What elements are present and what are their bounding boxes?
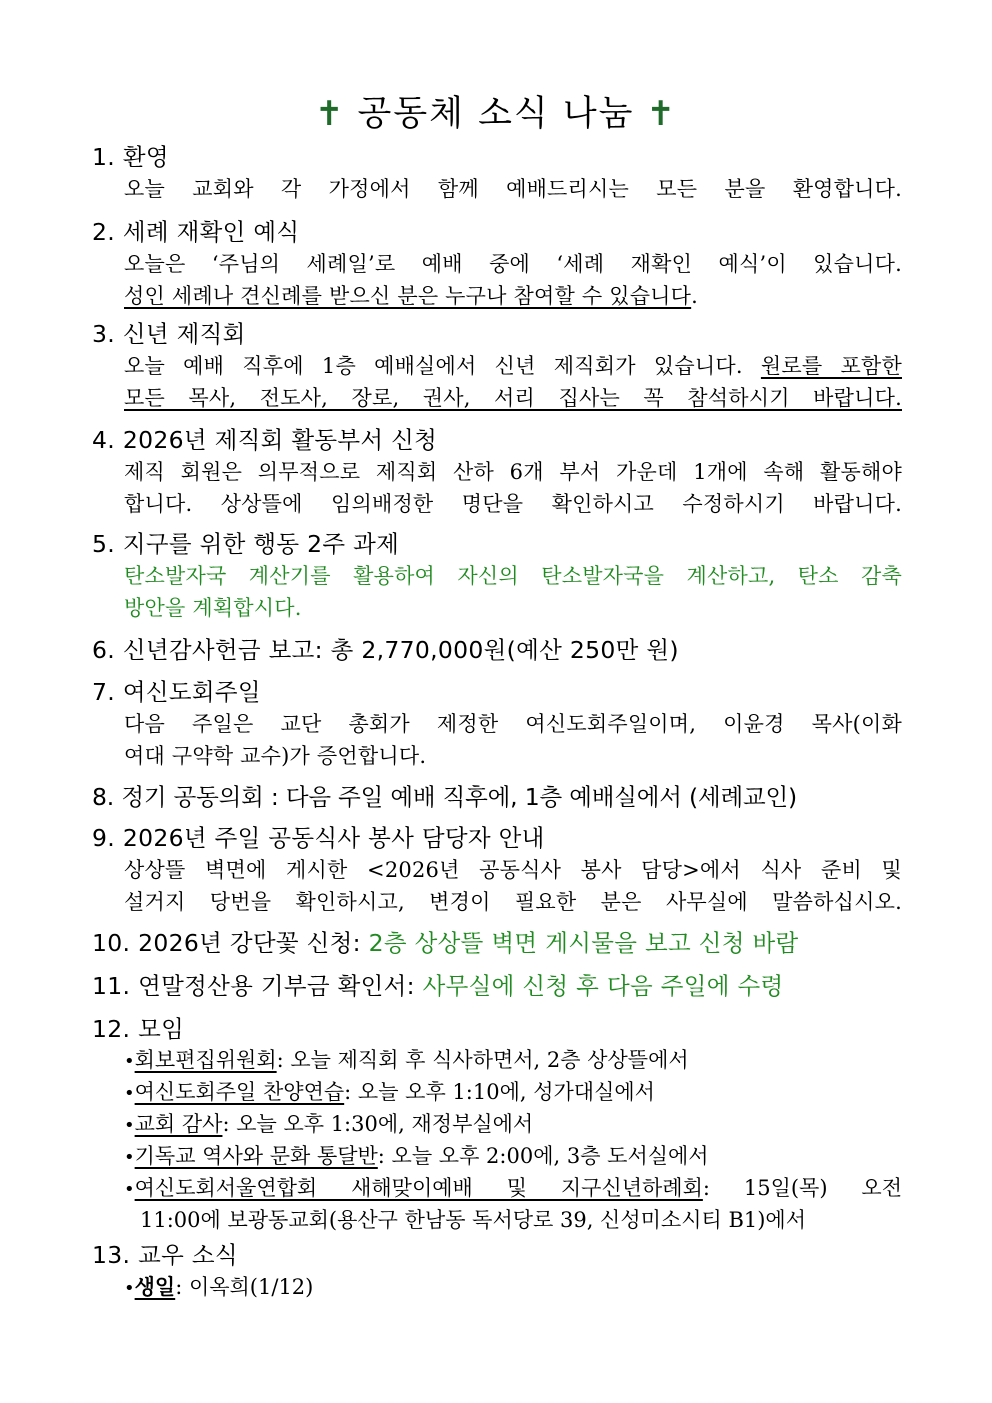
- meeting-detail-continuation: 11:00에 보광동교회(용산구 한남동 독서당로 39, 신성미소시티 B1)에서: [140, 1208, 807, 1232]
- bullet-dot-icon: •: [124, 1278, 135, 1299]
- item-heading: 신년감사헌금 보고: 총 2,770,000원(예산 250만 원): [122, 636, 679, 664]
- bullet-dot-icon: •: [124, 1051, 135, 1072]
- item-number: 8.: [92, 783, 115, 811]
- item-number: 7.: [92, 678, 116, 706]
- item-baptism-reaffirmation: [92, 216, 902, 312]
- meeting-bullet: [124, 1173, 902, 1205]
- meeting-detail: : 오늘 오후 1:10에, 성가대실에서: [344, 1080, 655, 1104]
- meeting-detail: : 오늘 오후 2:00에, 3층 도서실에서: [377, 1144, 709, 1168]
- cross-icon: ✝: [315, 94, 346, 134]
- item-number: 12.: [92, 1015, 131, 1043]
- item-number: 13.: [92, 1241, 131, 1269]
- item-heading: 연말정산용 기부금 확인서:: [138, 972, 415, 1000]
- item-heading: 2026년 강단꽃 신청:: [138, 929, 361, 957]
- item-heading: 신년 제직회: [122, 320, 246, 348]
- item-heading: 지구를 위한 행동 2주 과제: [122, 530, 400, 558]
- bullet-dot-icon: •: [124, 1115, 135, 1136]
- item-text-line: 상상뜰 벽면에 게시한 <2026년 공동식사 봉사 담당>에서 식사 준비 및: [124, 858, 902, 882]
- item-heading: 환영: [122, 143, 169, 171]
- item-welcome: [92, 141, 902, 205]
- item-congregational-meeting: [92, 781, 902, 813]
- item-heading: 여신도회주일: [122, 678, 261, 706]
- item-earth-action: [92, 528, 902, 624]
- item-number: 11.: [92, 972, 131, 1000]
- cross-icon: ✝: [646, 94, 677, 134]
- item-text-line: [124, 350, 902, 382]
- meeting-name: 여신도회주일 찬양연습: [134, 1080, 345, 1104]
- item-new-year-officers-meeting: [92, 318, 902, 414]
- meeting-bullet: [124, 1077, 902, 1109]
- meeting-name: 기독교 역사와 문화 통달반: [134, 1144, 378, 1168]
- item-altar-flowers: [92, 927, 902, 959]
- item-number: 10.: [92, 929, 131, 957]
- item-text-line: 오늘 교회와 각 가정에서 함께 예배드리시는 모든 분을 환영합니다.: [124, 177, 902, 201]
- item-text-line: 여대 구약학 교수)가 증언합니다.: [124, 744, 427, 768]
- plain-text: 오늘 예배 직후에 1층 예배실에서 신년 제직회가 있습니다.: [124, 354, 743, 378]
- item-offering-report: [92, 634, 902, 666]
- news-detail: : 이옥희(1/12): [175, 1275, 314, 1299]
- news-label: 생일: [134, 1274, 176, 1299]
- underlined-text: 원로를 포함한: [760, 354, 902, 378]
- underlined-text: 성인 세례나 견신례를 받으신 분은 누구나 참여할 수 있습니다: [124, 284, 692, 308]
- bullet-dot-icon: •: [124, 1179, 135, 1200]
- item-text-line: 합니다. 상상뜰에 임의배정한 명단을 확인하시고 수정하시기 바랍니다.: [124, 492, 902, 516]
- item-number: 9.: [92, 824, 116, 852]
- meeting-bullet: [124, 1109, 902, 1141]
- item-heading: 2026년 주일 공동식사 봉사 담당자 안내: [122, 824, 545, 852]
- meeting-name: 교회 감사: [134, 1112, 223, 1136]
- news-bullet: [124, 1271, 902, 1304]
- item-womens-sunday: [92, 676, 902, 772]
- item-heading-highlight: 2층 상상뜰 벽면 게시물을 보고 신청 바람: [368, 929, 799, 957]
- page-title: [0, 86, 992, 136]
- item-number: 3.: [92, 320, 116, 348]
- title-text: 공동체 소식 나눔: [357, 94, 635, 134]
- item-member-news: [92, 1239, 902, 1304]
- meeting-detail: : 오늘 제직회 후 식사하면서, 2층 상상뜰에서: [276, 1048, 689, 1072]
- item-text-line: 제직 회원은 의무적으로 제직회 산하 6개 부서 가운데 1개에 속해 활동해야: [124, 460, 902, 484]
- item-heading: 교우 소식: [138, 1241, 238, 1269]
- item-text-line: [124, 382, 902, 414]
- item-text-line: 다음 주일은 교단 총회가 제정한 여신도회주일이며, 이윤경 목사(이화: [124, 712, 902, 736]
- item-number: 5.: [92, 530, 116, 558]
- item-heading: 세례 재확인 예식: [122, 218, 300, 246]
- item-text-line: 설거지 당번을 확인하시고, 변경이 필요한 분은 사무실에 말씀하십시오.: [124, 890, 902, 914]
- bullet-dot-icon: •: [124, 1147, 135, 1168]
- meeting-bullet: [124, 1141, 902, 1173]
- item-text-line: [124, 280, 902, 312]
- meeting-detail: : 오늘 오후 1:30에, 재정부실에서: [222, 1112, 534, 1136]
- item-donation-receipt: [92, 970, 902, 1002]
- item-text-line: 탄소발자국 계산기를 활용하여 자신의 탄소발자국을 계산하고, 탄소 감축: [124, 564, 902, 588]
- bullet-dot-icon: •: [124, 1083, 135, 1104]
- underlined-text: 모든 목사, 전도사, 장로, 권사, 서리 집사는 꼭 참석하시기 바랍니다.: [124, 386, 902, 410]
- item-meetings: [92, 1013, 902, 1236]
- item-number: 6.: [92, 636, 116, 664]
- item-number: 1.: [92, 143, 116, 171]
- meeting-name: 여신도회서울연합회 새해맞이예배 및 지구신년하례회: [134, 1176, 703, 1200]
- item-number: 4.: [92, 426, 116, 454]
- item-text-line: 방안을 계획합시다.: [124, 596, 302, 620]
- punctuation: .: [691, 284, 699, 308]
- item-text-line: 오늘은 ‘주님의 세례일’로 예배 중에 ‘세례 재확인 예식’이 있습니다.: [124, 252, 902, 276]
- item-meal-service: [92, 822, 902, 918]
- meeting-detail: : 15일(목) 오전: [702, 1176, 902, 1200]
- item-department-signup: [92, 424, 902, 520]
- meeting-name: 회보편집위원회: [134, 1048, 277, 1072]
- item-heading: 정기 공동의회 : 다음 주일 예배 직후에, 1층 예배실에서 (세례교인): [121, 783, 797, 811]
- item-heading-highlight: 사무실에 신청 후 다음 주일에 수령: [422, 972, 784, 1000]
- item-number: 2.: [92, 218, 116, 246]
- meeting-bullet: [124, 1045, 902, 1077]
- item-heading: 2026년 제직회 활동부서 신청: [122, 426, 438, 454]
- item-heading: 모임: [138, 1015, 185, 1043]
